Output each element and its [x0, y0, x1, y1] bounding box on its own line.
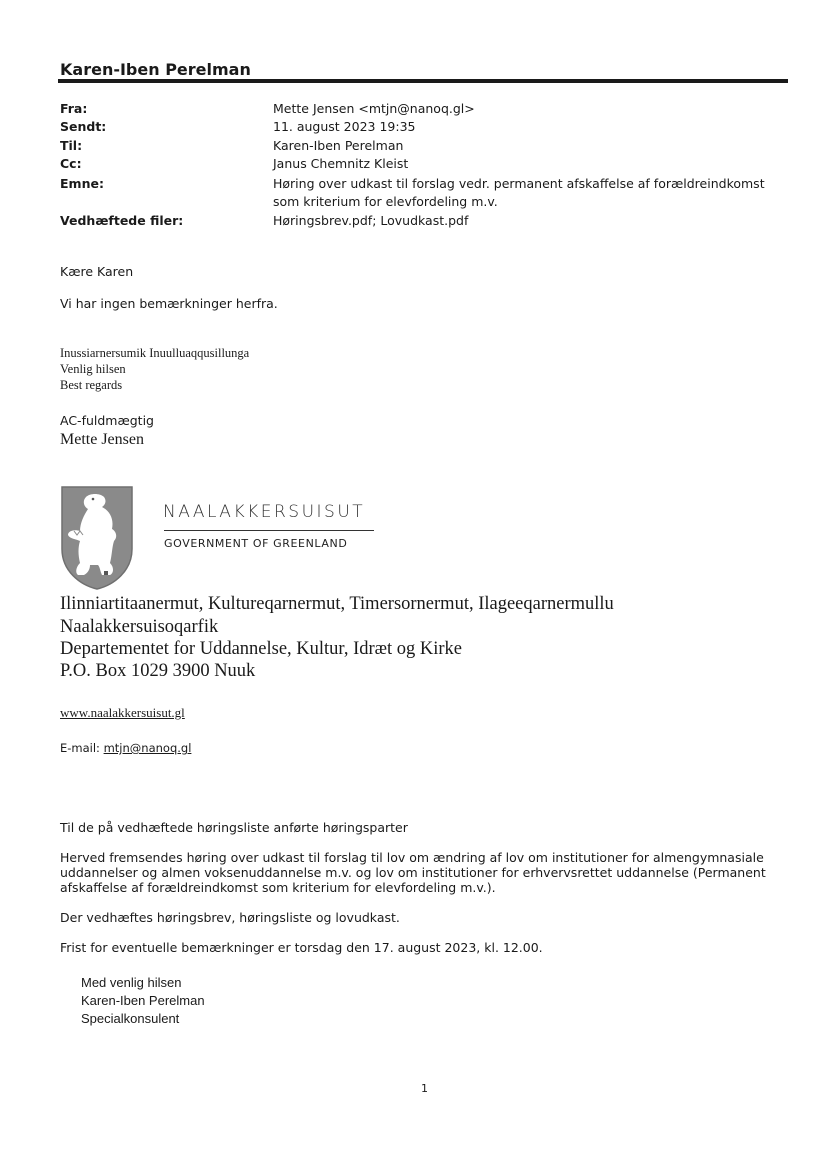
deadline-line: Frist for eventuelle bemærkninger er torsdag den 17. august 2023, kl. 12.00. [60, 940, 543, 955]
email-label: E-mail: [60, 741, 104, 755]
original-sender-title: Specialkonsulent [81, 1011, 180, 1026]
to-value: Karen-Iben Perelman [273, 138, 404, 153]
reply-text: Vi har ingen bemærkninger herfra. [60, 296, 278, 311]
original-closing: Med venlig hilsen [81, 975, 182, 990]
attachments-label: Vedhæftede filer: [60, 213, 184, 228]
paragraph-line-3: afskaffelse af forældreindkomst som kriterium for elevfordeling m.v.). [60, 880, 496, 895]
to-label: Til: [60, 138, 83, 153]
header-divider [58, 79, 788, 83]
from-value: Mette Jensen <mtjn@nanoq.gl> [273, 101, 475, 116]
reply-title: AC-fuldmægtig [60, 413, 154, 428]
original-sender-name: Karen-Iben Perelman [81, 993, 205, 1008]
address-line-2: Naalakkersuisoqarfik [60, 617, 219, 637]
sender-name: Karen-Iben Perelman [60, 60, 251, 79]
reply-name: Mette Jensen [60, 431, 144, 448]
reply-closing-danish: Venlig hilsen [60, 362, 126, 376]
subject-label: Emne: [60, 176, 104, 191]
sent-value: 11. august 2023 19:35 [273, 119, 416, 134]
page-number: 1 [421, 1082, 428, 1095]
reply-greeting: Kære Karen [60, 264, 134, 279]
paragraph-line-1: Herved fremsendes høring over udkast til forslag til lov om ændring af lov om institutioner for almengymnasiale [60, 850, 764, 865]
org-divider [164, 530, 374, 531]
reply-closing-english: Best regards [60, 378, 123, 392]
website-link[interactable]: www.naalakkersuisut.gl [60, 705, 185, 720]
org-name: NAALAKKERSUISUT [163, 502, 366, 522]
polar-bear-shield-icon [60, 485, 134, 591]
sent-label: Sendt: [60, 119, 107, 134]
org-subtitle: GOVERNMENT OF GREENLAND [164, 537, 348, 550]
paragraph-line-2: uddannelser og almen voksenuddannelse m.v. og lov om institutioner for erhvervsrettet uddannelse (Permanent [60, 865, 766, 880]
email-link[interactable]: mtjn@nanoq.gl [103, 741, 192, 755]
cc-label: Cc: [60, 156, 82, 171]
reply-closing-greenlandic: Inussiarnersumik Inuulluaqqusillunga [60, 346, 250, 360]
address-line-4: P.O. Box 1029 3900 Nuuk [60, 661, 256, 681]
from-label: Fra: [60, 101, 88, 116]
email-line [60, 741, 191, 755]
cc-value: Janus Chemnitz Kleist [273, 156, 409, 171]
recipients-line: Til de på vedhæftede høringsliste anførte høringsparter [60, 820, 408, 835]
attachments-value: Høringsbrev.pdf; Lovudkast.pdf [273, 213, 469, 228]
address-line-3: Departementet for Uddannelse, Kultur, Idræt og Kirke [60, 639, 463, 659]
address-line-1: Ilinniartitaanermut, Kultureqarnermut, Timersornermut, Ilageeqarnermullu [60, 594, 614, 614]
attachments-note: Der vedhæftes høringsbrev, høringsliste og lovudkast. [60, 910, 400, 925]
subject-value: Høring over udkast til forslag vedr. permanent afskaffelse af forældreindkomst som kriterium for elevfordeling m.v. [273, 176, 765, 209]
